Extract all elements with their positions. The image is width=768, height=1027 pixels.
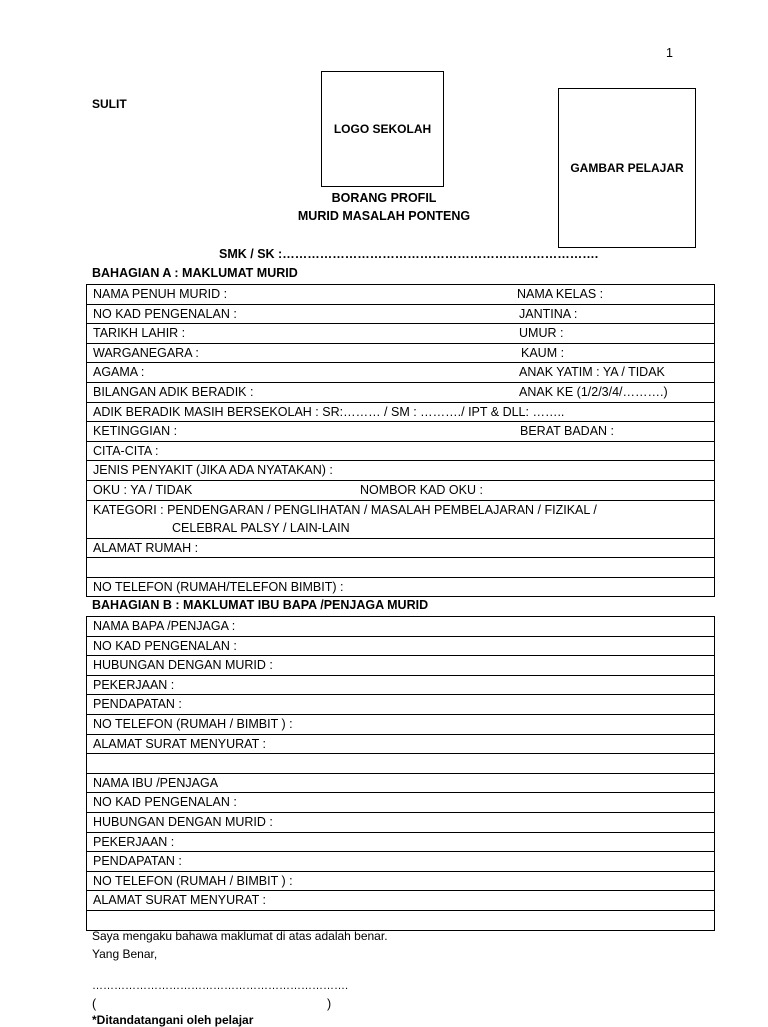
field-label: KETINGGIAN : xyxy=(93,424,178,439)
table-row xyxy=(87,500,715,538)
table-row xyxy=(87,832,715,852)
field-label: HUBUNGAN DENGAN MURID : xyxy=(93,814,273,829)
section-b-heading: BAHAGIAN B : MAKLUMAT IBU BAPA /PENJAGA MURID xyxy=(92,598,429,612)
field-label: PENDAPATAN : xyxy=(93,697,182,712)
signed-by-note: *Ditandatangani oleh pelajar xyxy=(92,1013,254,1027)
name-paren-open: ( xyxy=(92,997,97,1011)
photo-placeholder-label: GAMBAR PELAJAR xyxy=(570,161,684,175)
section-b-table xyxy=(86,616,715,931)
table-row xyxy=(87,695,715,715)
table-row xyxy=(87,656,715,676)
table-row xyxy=(87,852,715,872)
field-label: ANAK KE (1/2/3/4/……….) xyxy=(519,384,668,399)
field-label: ALAMAT RUMAH : xyxy=(93,540,199,555)
declaration-text: Saya mengaku bahawa maklumat di atas adalah benar. xyxy=(92,929,388,943)
table-row xyxy=(87,538,715,558)
field-label: JANTINA : xyxy=(519,306,578,321)
signature-line: ……………………………………………………………. xyxy=(92,980,349,992)
field-label: WARGANEGARA : xyxy=(93,345,199,360)
table-row xyxy=(87,617,715,637)
field-label: CITA-CITA : xyxy=(93,443,159,458)
table-row xyxy=(87,577,715,597)
title-line-1: BORANG PROFIL xyxy=(331,191,437,205)
field-label: NO KAD PENGENALAN : xyxy=(93,306,237,321)
table-row xyxy=(87,343,715,363)
name-paren-close: ) xyxy=(327,997,332,1011)
field-label: PEKERJAAN : xyxy=(93,677,175,692)
table-row xyxy=(87,324,715,344)
field-label: TARIKH LAHIR : xyxy=(93,326,186,341)
table-row xyxy=(87,422,715,442)
table-row xyxy=(87,304,715,324)
field-label: NAMA IBU /PENJAGA xyxy=(93,775,219,790)
table-row xyxy=(87,793,715,813)
field-label: NAMA PENUH MURID : xyxy=(93,287,228,301)
section-a-heading: BAHAGIAN A : MAKLUMAT MURID xyxy=(92,266,298,280)
school-field: SMK / SK :…………………………………………………………………. xyxy=(219,247,599,261)
logo-placeholder xyxy=(321,71,444,187)
field-label: NO TELEFON (RUMAH/TELEFON BIMBIT) : xyxy=(93,579,344,594)
logo-placeholder-label: LOGO SEKOLAH xyxy=(333,122,432,136)
classification-label: SULIT xyxy=(92,97,127,111)
field-label: KATEGORI : PENDENGARAN / PENGLIHATAN / MASALAH PEMBELAJARAN / FIZIKAL / xyxy=(93,502,597,517)
table-row xyxy=(87,714,715,734)
field-label: ANAK YATIM : YA / TIDAK xyxy=(519,365,665,380)
field-label: ALAMAT SURAT MENYURAT : xyxy=(93,893,266,908)
table-row xyxy=(87,363,715,383)
field-label: OKU : YA / TIDAK xyxy=(93,482,193,497)
page-number: 1 xyxy=(666,46,673,60)
table-row xyxy=(87,461,715,481)
table-row xyxy=(87,910,715,930)
table-row xyxy=(87,441,715,461)
table-row xyxy=(87,480,715,500)
table-row xyxy=(87,754,715,774)
table-row xyxy=(87,636,715,656)
table-row xyxy=(87,558,715,578)
section-a-table xyxy=(86,284,715,597)
field-label: NAMA BAPA /PENJAGA : xyxy=(93,619,236,633)
table-row xyxy=(87,871,715,891)
field-label: JENIS PENYAKIT (JIKA ADA NYATAKAN) : xyxy=(93,463,333,478)
field-label: AGAMA : xyxy=(93,365,145,380)
table-row xyxy=(87,675,715,695)
table-row xyxy=(87,773,715,793)
table-row xyxy=(87,812,715,832)
field-label: HUBUNGAN DENGAN MURID : xyxy=(93,658,273,673)
field-label: NAMA KELAS : xyxy=(517,287,604,301)
photo-placeholder xyxy=(558,88,696,248)
title-line-2: MURID MASALAH PONTENG xyxy=(297,209,471,223)
field-label: CELEBRAL PALSY / LAIN-LAIN xyxy=(172,520,350,535)
table-row xyxy=(87,734,715,754)
field-label: UMUR : xyxy=(519,326,564,341)
table-row xyxy=(87,382,715,402)
field-label: NO TELEFON (RUMAH / BIMBIT ) : xyxy=(93,716,293,731)
field-label: NO KAD PENGENALAN : xyxy=(93,795,237,810)
table-row xyxy=(87,891,715,911)
field-label: PEKERJAAN : xyxy=(93,834,175,849)
field-label: ADIK BERADIK MASIH BERSEKOLAH : SR:……… / SM : ………./ IPT & DLL: …….. xyxy=(93,404,565,419)
field-label: BILANGAN ADIK BERADIK : xyxy=(93,384,254,399)
table-row xyxy=(87,402,715,422)
field-label: ALAMAT SURAT MENYURAT : xyxy=(93,736,266,751)
field-label: NOMBOR KAD OKU : xyxy=(360,482,483,497)
table-row xyxy=(87,285,715,305)
field-label: KAUM : xyxy=(521,345,565,360)
field-label: PENDAPATAN : xyxy=(93,854,182,869)
closing-text: Yang Benar, xyxy=(92,947,158,961)
field-label: NO KAD PENGENALAN : xyxy=(93,638,237,653)
field-label: BERAT BADAN : xyxy=(520,424,615,439)
field-label: NO TELEFON (RUMAH / BIMBIT ) : xyxy=(93,873,293,888)
